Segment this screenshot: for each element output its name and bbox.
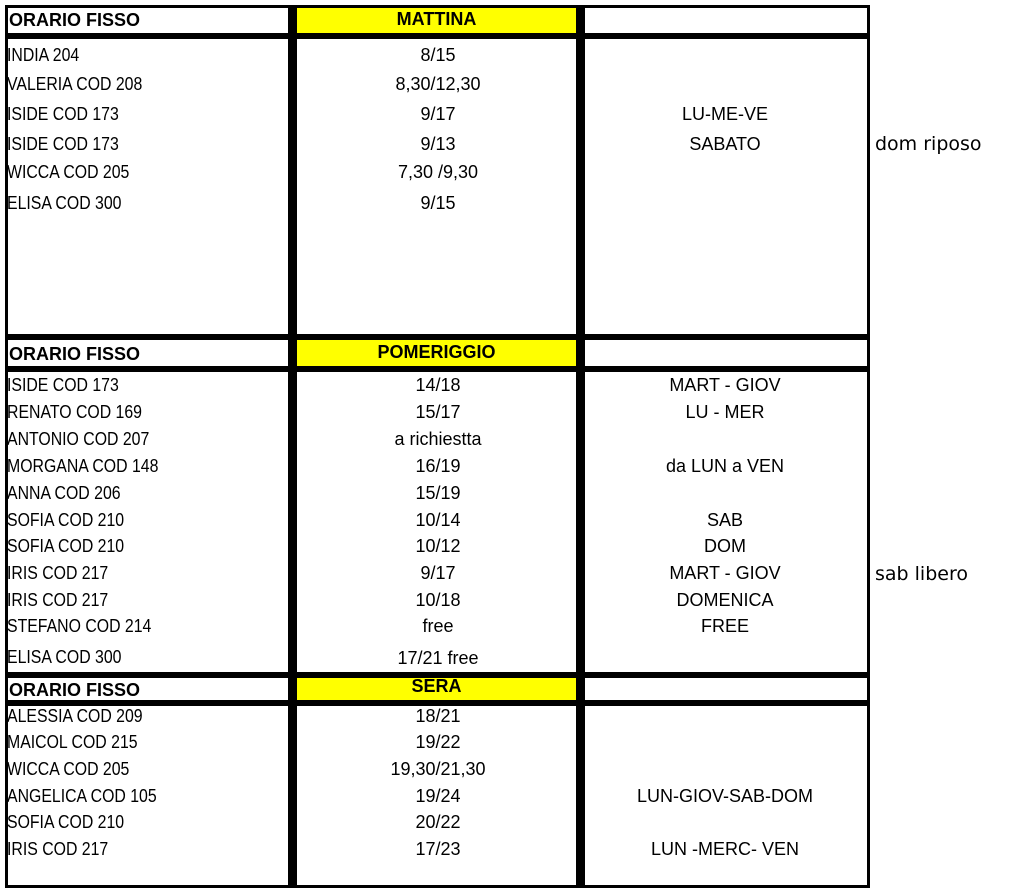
shift-time: 16/19 [415,456,461,476]
employee-name: SOFIA COD 210 [7,510,125,530]
shift-days: da LUN a VEN [665,456,785,476]
employee-name: IRIS COD 217 [7,590,109,610]
shift-days: DOM [704,536,746,556]
shift-days: MART - GIOV [669,563,781,583]
employee-name: SOFIA COD 210 [7,536,125,556]
section-header-label: ORARIO FISSO [9,680,141,700]
employee-name: WICCA COD 205 [7,162,130,182]
shift-time: 10/18 [415,590,461,610]
employee-name: ISIDE COD 173 [7,375,119,395]
shift-time: 10/14 [415,510,461,530]
section-header-empty-cell [582,675,870,703]
employee-name: ELISA COD 300 [7,193,122,213]
shift-days: LU - MER [685,402,765,422]
shift-time: a richiestta [394,429,482,449]
employee-name: MORGANA COD 148 [7,456,159,476]
employee-name: STEFANO COD 214 [7,616,152,636]
shift-time: 7,30 /9,30 [397,162,479,182]
section-period-label: MATTINA [396,9,477,29]
shift-time: 8/15 [420,45,456,65]
shift-time: 10/12 [415,536,461,556]
shift-time: 19/22 [415,732,461,752]
shift-time: 17/21 free [397,648,479,668]
shift-time: 18/21 [415,706,461,726]
days-column [582,36,870,337]
shift-days: FREE [700,616,749,636]
section-header-label: ORARIO FISSO [9,344,141,364]
shift-days: LUN -MERC- VEN [650,839,799,859]
side-note: dom riposo [875,133,982,155]
shift-days: SABATO [689,134,761,154]
employee-name: WICCA COD 205 [7,759,130,779]
employee-name: MAICOL COD 215 [7,732,138,752]
shift-days: DOMENICA [676,590,774,610]
employee-name: RENATO COD 169 [7,402,142,422]
shift-days: LU-ME-VE [681,104,768,124]
employee-name: ANNA COD 206 [7,483,121,503]
section-header-label: ORARIO FISSO [9,10,141,30]
employee-name: IRIS COD 217 [7,839,109,859]
shift-days: MART - GIOV [669,375,781,395]
employee-name: VALERIA COD 208 [7,74,143,94]
employee-name: ANTONIO COD 207 [7,429,150,449]
employee-name: IRIS COD 217 [7,563,109,583]
employee-name: ALESSIA COD 209 [7,706,143,726]
shift-days: SAB [706,510,744,530]
shift-time: free [422,616,454,636]
employee-name: INDIA 204 [7,45,80,65]
shift-time: 9/15 [420,193,456,213]
shift-time: 9/17 [420,104,456,124]
shift-time: 14/18 [415,375,461,395]
shift-time: 17/23 [415,839,461,859]
section-header-empty-cell [582,5,870,36]
section-header-empty-cell [582,337,870,369]
shift-time: 19/24 [415,786,461,806]
shift-time: 8,30/12,30 [395,74,481,94]
employee-name: ISIDE COD 173 [7,134,119,154]
side-note: sab libero [875,563,968,585]
shift-time: 15/19 [415,483,461,503]
employee-name: ANGELICA COD 105 [7,786,157,806]
shift-time: 20/22 [415,812,461,832]
shift-time: 15/17 [415,402,461,422]
shift-time: 9/13 [420,134,456,154]
employee-name: SOFIA COD 210 [7,812,125,832]
shift-time: 19,30/21,30 [390,759,486,779]
shift-days: LUN-GIOV-SAB-DOM [636,786,814,806]
shift-time: 9/17 [420,563,456,583]
employee-name: ELISA COD 300 [7,647,122,667]
section-period-label: SERA [411,676,462,696]
employee-name: ISIDE COD 173 [7,104,119,124]
section-period-label: POMERIGGIO [377,342,496,362]
